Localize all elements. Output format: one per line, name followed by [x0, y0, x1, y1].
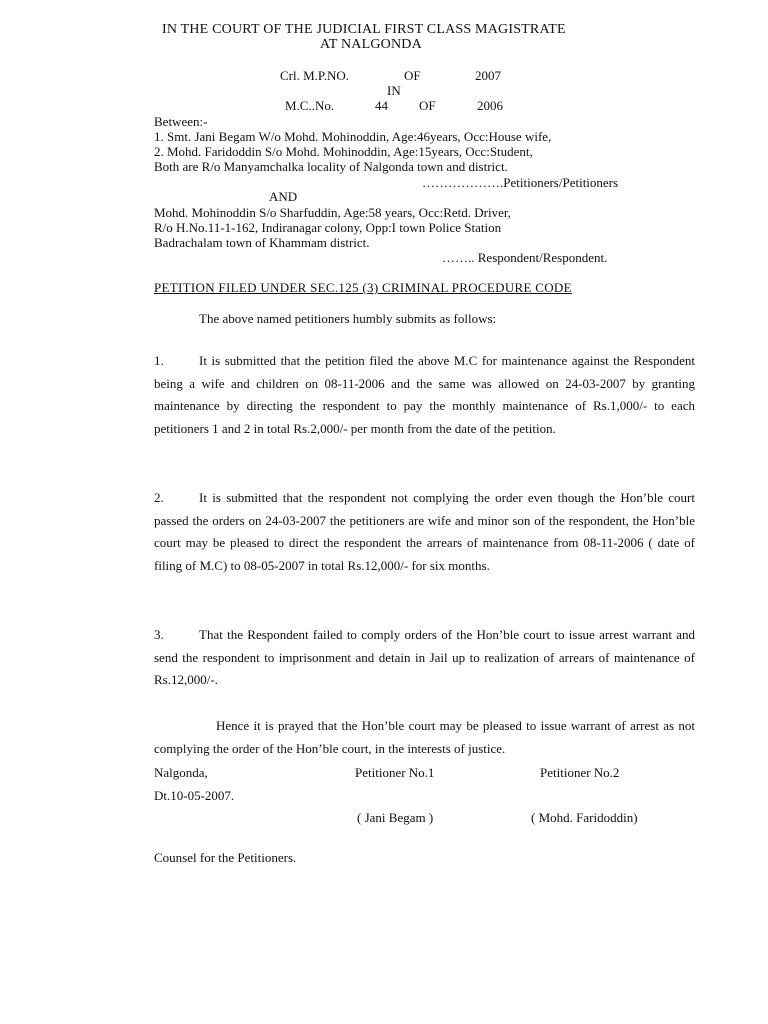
respondent-role: …….. Respondent/Respondent. [442, 250, 608, 265]
respondent-details-1: Mohd. Mohinoddin S/o Sharfuddin, Age:58 years, Occ:Retd. Driver, [154, 205, 511, 220]
intro-text: The above named petitioners humbly submits as follows: [199, 311, 497, 326]
and-label: AND [269, 189, 298, 204]
mc-year: 2006 [477, 98, 503, 113]
petitioner-2-name: ( Mohd. Faridoddin) [531, 810, 638, 825]
petitioner-1-details: 1. Smt. Jani Begam W/o Mohd. Mohinoddin, Age:46years, Occ:House wife, [154, 129, 552, 144]
paragraph-2 [154, 487, 695, 577]
paragraph-number: 3. [154, 627, 164, 642]
paragraph-text: That the Respondent failed to comply orders of the Hon’ble court to issue arrest warrant and send the respondent to imprisonment and detain in Jail up to realization of arrears of maintenance of Rs.12,000/-. [154, 627, 695, 688]
petitioners-residence: Both are R/o Manyamchalka locality of Nalgonda town and district. [154, 159, 508, 174]
prayer-paragraph [154, 715, 695, 760]
in-label: IN [387, 83, 401, 98]
crl-mp-label: Crl. M.P.NO. [280, 68, 349, 83]
mc-of: OF [419, 98, 436, 113]
paragraph-text: It is submitted that the respondent not complying the order even though the Hon’ble court passed the orders on 24-03-2007 the petitioners are wife and minor son of the respondent, the Hon’ble court may be pleased to direct the respondent the arrears of maintenance from 08-11-2006 ( date of filing of M.C) to 08-05-2007 in total Rs.12,000/- for six months. [154, 490, 695, 573]
respondent-details-2: R/o H.No.11-1-162, Indiranagar colony, Opp:I town Police Station [154, 220, 502, 235]
court-place-heading: AT NALGONDA [320, 37, 422, 52]
mc-label: M.C..No. [285, 98, 335, 113]
respondent-details-3: Badrachalam town of Khammam district. [154, 235, 370, 250]
petition-title: PETITION FILED UNDER SEC.125 (3) CRIMINAL PROCEDURE CODE [154, 280, 572, 295]
crl-mp-of: OF [404, 68, 421, 83]
counsel-label: Counsel for the Petitioners. [154, 850, 297, 865]
mc-number: 44 [375, 98, 388, 113]
paragraph-number: 1. [154, 353, 164, 368]
court-heading: IN THE COURT OF THE JUDICIAL FIRST CLASS MAGISTRATE [162, 22, 566, 37]
crl-mp-year: 2007 [475, 68, 501, 83]
petitioners-role: ……………….Petitioners/Petitioners [422, 175, 619, 190]
paragraph-text: It is submitted that the petition filed the above M.C for maintenance against the Respondent being a wife and children on 08-11-2006 and the same was allowed on 24-03-2007 by granting maintenance by directing the respondent to pay the monthly maintenance of Rs.1,000/- to each petitioners 1 and 2 in total Rs.2,000/- per month from the date of the petition. [154, 353, 695, 436]
petitioner-1-name: ( Jani Begam ) [357, 810, 434, 825]
paragraph-3 [154, 624, 695, 692]
prayer-text: Hence it is prayed that the Hon’ble court may be pleased to issue warrant of arrest as not complying the order of the Hon’ble court, in the interests of justice. [154, 718, 695, 756]
paragraph-1 [154, 350, 695, 440]
petitioner-2-details: 2. Mohd. Faridoddin S/o Mohd. Mohinoddin, Age:15years, Occ:Student, [154, 144, 533, 159]
between-label: Between:- [154, 114, 208, 129]
paragraph-number: 2. [154, 490, 164, 505]
petitioner-2-label: Petitioner No.2 [540, 765, 620, 780]
petitioner-1-label: Petitioner No.1 [355, 765, 435, 780]
place-label: Nalgonda, [154, 765, 208, 780]
date-label: Dt.10-05-2007. [154, 788, 235, 803]
